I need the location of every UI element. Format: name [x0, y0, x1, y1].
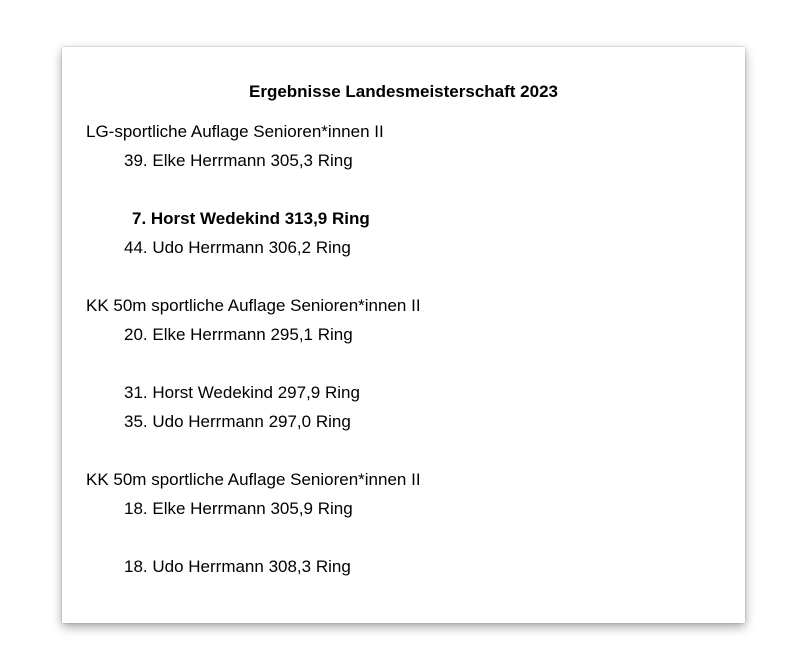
result-entry: 39. Elke Herrmann 305,3 Ring — [124, 151, 353, 170]
section-heading-kk-1: KK 50m sportliche Auflage Senioren*innen II — [86, 296, 421, 315]
result-entry: 31. Horst Wedekind 297,9 Ring — [124, 383, 360, 402]
result-entry: 44. Udo Herrmann 306,2 Ring — [124, 238, 351, 257]
section-heading-kk-2: KK 50m sportliche Auflage Senioren*innen II — [86, 470, 421, 489]
result-entry: 20. Elke Herrmann 295,1 Ring — [124, 325, 353, 344]
section-heading-lg: LG-sportliche Auflage Senioren*innen II — [86, 122, 384, 141]
result-entry: 18. Udo Herrmann 308,3 Ring — [124, 557, 351, 576]
result-entry: 18. Elke Herrmann 305,9 Ring — [124, 499, 353, 518]
document-page — [62, 47, 745, 623]
result-entry-highlighted: 7. Horst Wedekind 313,9 Ring — [132, 209, 370, 228]
page-title: Ergebnisse Landesmeisterschaft 2023 — [249, 82, 558, 101]
result-entry: 35. Udo Herrmann 297,0 Ring — [124, 412, 351, 431]
